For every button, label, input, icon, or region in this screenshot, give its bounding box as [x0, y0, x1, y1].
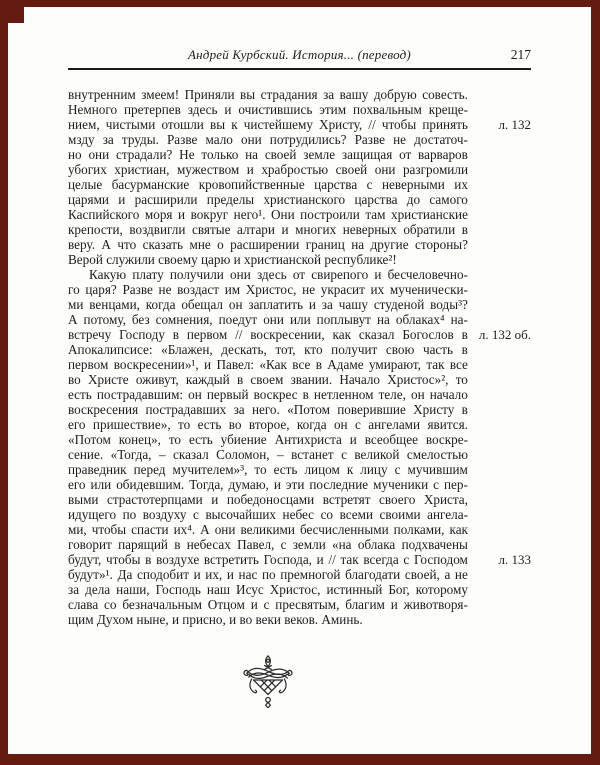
- text-line: выми страстотерпцами и победоносцами встретят своего Христа,: [68, 492, 468, 507]
- page-number: 217: [510, 47, 531, 62]
- text-line: го царя? Разве не воздаст им Христос, не украсит их мученически-: [68, 282, 468, 297]
- running-header: [68, 46, 531, 63]
- text-line: убогих христиан, мужеством и храбростью своей они разгромили: [68, 162, 468, 177]
- folio-margin-note: л. 133: [498, 552, 531, 567]
- text-line: ми, чтобы спасти их⁴. А они великими бесчисленными полками, как: [68, 522, 468, 537]
- text-line: говорит парящий в небесах Павел, с земли «на облака подхвачены: [68, 537, 468, 552]
- text-line: будут, чтобы в воздухе встретить Господа, и // так всегда с Господом: [68, 552, 468, 567]
- text-line: будут»¹. Да сподобит и их, и нас по премногой благодати своей, а не: [68, 567, 468, 582]
- text-line: нием, чистыми отошли вы к чистейшему Христу, // чтобы принять: [68, 117, 468, 132]
- ornament-vignette: [68, 654, 468, 713]
- page-frame-bottom: [0, 754, 600, 765]
- body-text: [68, 87, 531, 627]
- text-line: но они страдали? Не только на своей земле защищая от варваров: [68, 147, 468, 162]
- text-line: А потому, без сомнения, поедут они или поплывут на облаках⁴ на-: [68, 312, 468, 327]
- text-line: Какую плату получили они здесь от свирепого и бесчеловечно-: [89, 267, 468, 282]
- text-line: первом воскресении»¹, и Павел: «Как все в Адаме умирают, так все: [68, 357, 468, 372]
- text-line: ми венцами, когда обещал он заплатить и за чашу студеной воды³?: [68, 297, 468, 312]
- page-frame-right: [591, 0, 600, 765]
- text-line: мзду за труды. Разве мало они потрудились? Разве не достаточ-: [68, 132, 468, 147]
- text-line: веру. А что сказать мне о расширении границ на другие стороны?: [68, 237, 468, 252]
- text-line: целые басурманские кровопийственные царства с неверными их: [68, 177, 468, 192]
- text-line: крепости, воздвигли святые алтари и многих неверных обратили в: [68, 222, 468, 237]
- text-line: его пришествие», то есть во второе, когда он с ангелами явится.: [68, 417, 468, 432]
- folio-margin-note: л. 132: [498, 117, 531, 132]
- page-frame-corner-block: [8, 7, 24, 23]
- page-frame-top: [0, 0, 600, 7]
- text-line: за дела наши, Господь наш Исус Христос, истинный Бог, которому: [68, 582, 468, 597]
- text-line: Верой служили своему царю и христианской республике²!: [68, 252, 397, 267]
- text-line: встречу Господу в первом // воскресении, как сказал Богослов в: [68, 327, 468, 342]
- running-header-title: Андрей Курбский. История... (перевод): [188, 47, 411, 62]
- text-line: внутренним змеем! Приняли вы страдания за вашу добрую совесть.: [68, 87, 468, 102]
- text-line: идущего по воздуху с высочайших небес со всеми своими ангела-: [68, 507, 468, 522]
- page-frame-left: [0, 0, 8, 765]
- text-line: щим Духом ныне, и присно, и во веки веков. Аминь.: [68, 612, 363, 627]
- text-line: Немного претерпев здесь и очистившись этим похвальным креще-: [68, 102, 468, 117]
- text-line: праведник перед мучителем»³, то есть лицом к лицу с мучившим: [68, 462, 468, 477]
- text-line: Каспийского моря и вокруг него¹. Они построили там христианские: [68, 207, 468, 222]
- text-line: его или обидевшим. Тогда, думаю, и эти последние мученики с пер-: [68, 477, 468, 492]
- text-line: царями и расширили пределы христианского царства до самого: [68, 192, 468, 207]
- text-line: есть пострадавшим: он первый воскрес в нетленном теле, он начало: [68, 387, 468, 402]
- text-line: воскресения пострадавших за него. «Потом поверившие Христу в: [68, 402, 468, 417]
- text-line: сение. «Тогда, – сказал Соломон, – встанет с великой смелостью: [68, 447, 468, 462]
- header-rule: [68, 68, 531, 70]
- text-line: «Потом конец», то есть убиение Антихриста и всеобщее воскре-: [68, 432, 468, 447]
- text-line: Апокалипсисе: «Блажен, дескать, тот, кто получит свою часть в: [68, 342, 468, 357]
- text-line: слава со безначальным Отцом и с пресвятым, благим и животворя-: [68, 597, 468, 612]
- text-line: во Христе оживут, каждый в своем звании. Начало Христос»², то: [68, 372, 468, 387]
- folio-margin-note: л. 132 об.: [478, 327, 531, 342]
- vignette-icon: [241, 654, 295, 708]
